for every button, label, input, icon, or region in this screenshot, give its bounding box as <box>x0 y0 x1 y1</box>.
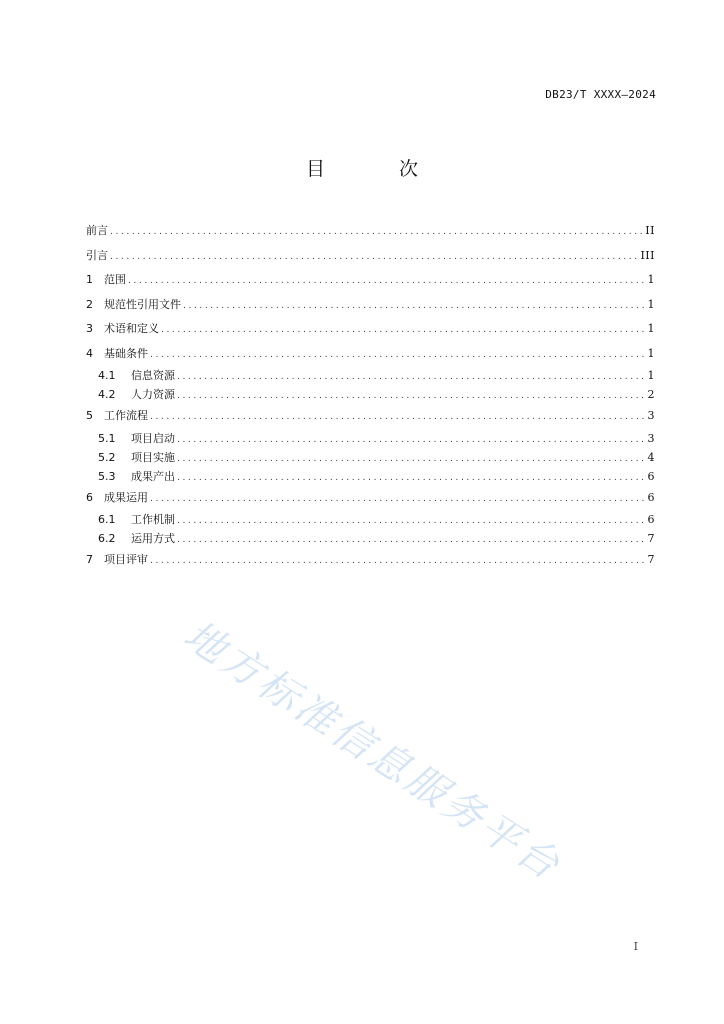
toc-entry[interactable] <box>86 293 655 318</box>
toc-leader-dots <box>177 450 645 469</box>
toc-entry[interactable] <box>86 448 655 467</box>
toc-entry-label: 项目启动 <box>131 431 175 445</box>
toc-leader-dots <box>110 220 643 245</box>
toc-entry-label: 运用方式 <box>131 532 175 545</box>
toc-leader-dots <box>150 405 645 430</box>
toc-leader-dots <box>177 469 645 488</box>
toc-entry-page: 7 <box>647 532 655 545</box>
toc-entry-page: 1 <box>647 297 655 311</box>
toc-entry-page: 1 <box>647 322 655 335</box>
document-code: DB23/T XXXX—2024 <box>545 88 656 101</box>
toc-entry-label: 成果运用 <box>104 490 148 504</box>
toc-entry-number: 1 <box>86 273 93 286</box>
toc-entry[interactable] <box>86 510 655 529</box>
toc-entry[interactable] <box>86 467 655 486</box>
toc-entry-number: 3 <box>86 322 93 335</box>
toc-entry-label: 基础条件 <box>104 346 148 360</box>
toc-entry[interactable] <box>86 244 655 269</box>
toc-entry-number: 7 <box>86 553 93 566</box>
toc-leader-dots <box>110 245 638 270</box>
toc-leader-dots <box>177 512 645 531</box>
toc-entry[interactable] <box>86 429 655 448</box>
toc-leader-dots <box>150 343 645 368</box>
toc-entry-label: 项目实施 <box>131 450 175 464</box>
toc-entry[interactable] <box>86 385 655 404</box>
watermark: 地方标准信息服务平台 <box>175 612 570 891</box>
toc-entry[interactable] <box>86 342 655 367</box>
toc-entry-page: 6 <box>647 469 655 483</box>
toc-entry-number: 4.1 <box>98 369 116 382</box>
toc-title: 目 次 <box>305 158 453 180</box>
toc-entry[interactable] <box>86 529 655 548</box>
toc-entry-label: 范围 <box>104 273 126 286</box>
toc-entry-page: 1 <box>647 346 655 360</box>
toc-entry-page: 4 <box>647 450 655 464</box>
toc-leader-dots <box>161 318 645 343</box>
toc-entry-number: 5 <box>86 409 93 422</box>
toc-entry-label: 项目评审 <box>104 553 148 566</box>
toc-leader-dots <box>177 387 645 406</box>
toc-entry-number: 6 <box>86 490 93 504</box>
table-of-contents <box>86 219 655 573</box>
toc-entry-label: 前言 <box>86 224 108 237</box>
toc-entry-page: III <box>640 248 655 262</box>
toc-entry-number: 6.1 <box>98 513 116 526</box>
toc-entry-label: 人力资源 <box>131 388 175 401</box>
toc-entry[interactable] <box>86 317 655 342</box>
toc-entry-page: 2 <box>647 388 655 401</box>
toc-entry-page: 3 <box>647 431 655 445</box>
toc-entry-label: 引言 <box>86 248 108 262</box>
toc-leader-dots <box>150 487 645 512</box>
toc-entry-page: II <box>645 224 655 237</box>
toc-entry-number: 4.2 <box>98 388 116 401</box>
toc-entry-label: 成果产出 <box>131 469 175 483</box>
toc-entry-label: 工作流程 <box>104 409 148 422</box>
toc-leader-dots <box>150 549 645 574</box>
toc-entry-number: 4 <box>86 346 93 360</box>
toc-entry-number: 2 <box>86 297 93 311</box>
toc-leader-dots <box>177 531 645 550</box>
toc-entry-label: 工作机制 <box>131 513 175 526</box>
toc-entry-page: 1 <box>647 369 655 382</box>
toc-entry-label: 规范性引用文件 <box>104 297 181 311</box>
toc-entry[interactable] <box>86 268 655 293</box>
toc-leader-dots <box>177 431 645 450</box>
toc-entry[interactable] <box>86 219 655 244</box>
toc-entry-page: 3 <box>647 409 655 422</box>
toc-entry-number: 6.2 <box>98 532 116 545</box>
toc-entry-label: 信息资源 <box>131 369 175 382</box>
toc-leader-dots <box>128 269 645 294</box>
toc-entry-number: 5.1 <box>98 431 116 445</box>
toc-leader-dots <box>183 294 645 319</box>
toc-entry[interactable] <box>86 404 655 429</box>
toc-entry-number: 5.3 <box>98 469 116 483</box>
toc-entry[interactable] <box>86 548 655 573</box>
page-number: I <box>633 940 638 953</box>
toc-leader-dots <box>177 368 645 387</box>
toc-entry-label: 术语和定义 <box>104 322 159 335</box>
toc-entry-page: 6 <box>647 490 655 504</box>
toc-entry[interactable] <box>86 486 655 511</box>
toc-entry-number: 5.2 <box>98 450 116 464</box>
toc-entry-page: 1 <box>647 273 655 286</box>
toc-entry[interactable] <box>86 366 655 385</box>
toc-entry-page: 7 <box>647 553 655 566</box>
toc-entry-page: 6 <box>647 513 655 526</box>
